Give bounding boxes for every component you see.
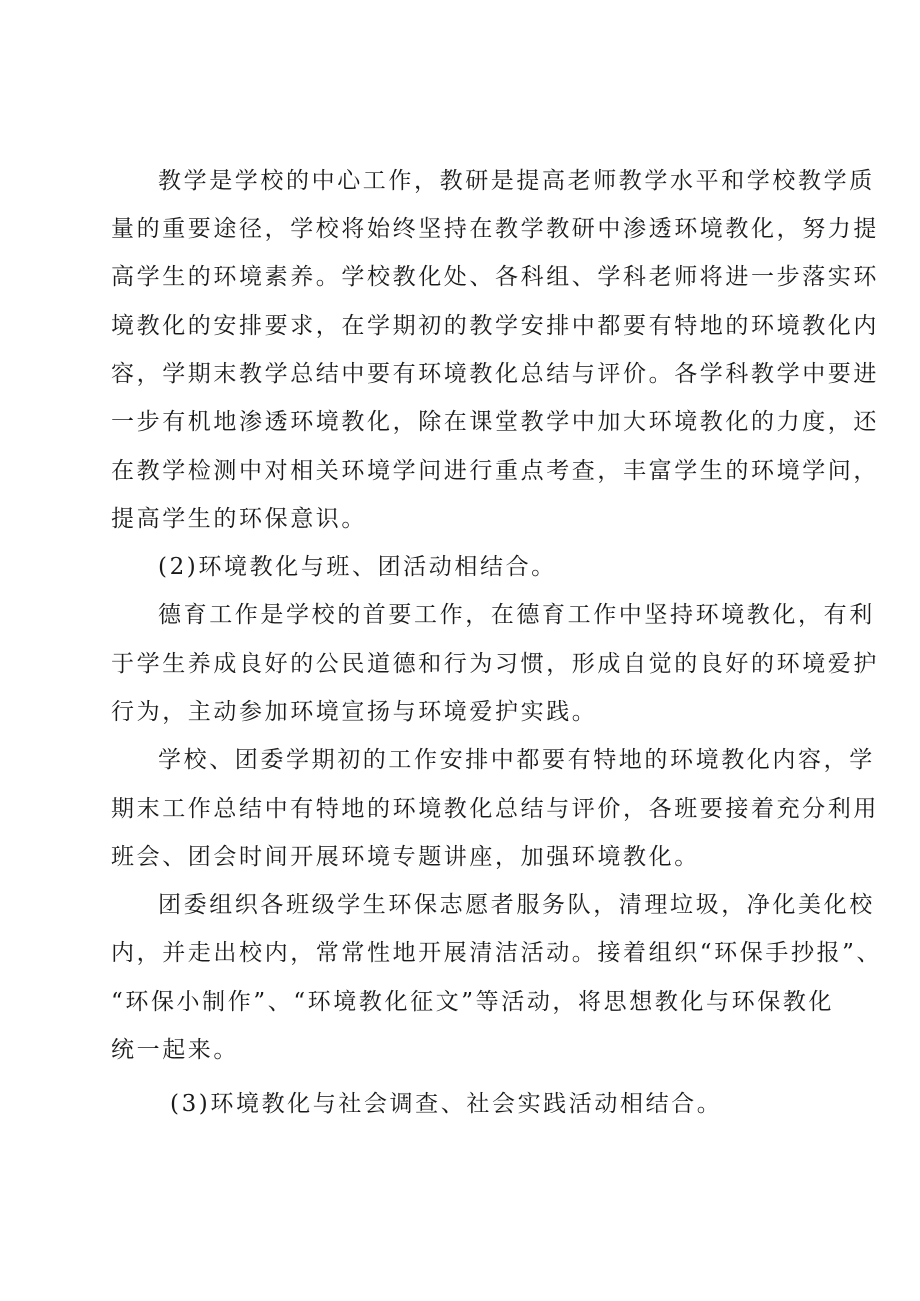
paragraph-line: 高学生的环境素养。学校教化处、各科组、学科老师将进一步落实环 bbox=[111, 264, 879, 290]
paragraph-line: 学校、团委学期初的工作安排中都要有特地的环境教化内容，学 bbox=[158, 747, 875, 773]
paragraph-line: 期末工作总结中有特地的环境教化总结与评价，各班要接着充分利用 bbox=[111, 796, 879, 822]
paragraph-line: 德育工作是学校的首要工作，在德育工作中坚持环境教化，有利 bbox=[158, 602, 875, 628]
section-heading-2: (2)环境教化与班、团活动相结合。 bbox=[158, 554, 557, 580]
paragraph-line: 一步有机地渗透环境教化，除在课堂教学中加大环境教化的力度，还 bbox=[111, 409, 879, 435]
paragraph-line: 在教学检测中对相关环境学问进行重点考查，丰富学生的环境学问， bbox=[111, 458, 879, 484]
paragraph-line: 于学生养成良好的公民道德和行为习惯，形成自觉的良好的环境爱护 bbox=[111, 651, 879, 677]
paragraph-line: 行为，主动参加环境宣扬与环境爱护实践。 bbox=[111, 699, 598, 725]
paragraph-line: 境教化的安排要求，在学期初的教学安排中都要有特地的环境教化内 bbox=[111, 313, 879, 339]
section-heading-3: (3)环境教化与社会调查、社会实践活动相结合。 bbox=[170, 1091, 723, 1117]
paragraph-line: 量的重要途径，学校将始终坚持在教学教研中渗透环境教化，努力提 bbox=[111, 216, 879, 242]
paragraph-line: 团委组织各班级学生环保志愿者服务队，清理垃圾，净化美化校 bbox=[158, 892, 875, 918]
paragraph-line: 内，并走出校内，常常性地开展清洁活动。接着组织“环保手抄报”、 bbox=[111, 940, 883, 966]
paragraph-line: 教学是学校的中心工作，教研是提高老师教学水平和学校教学质 bbox=[158, 168, 875, 194]
paragraph-line: 提高学生的环保意识。 bbox=[111, 506, 367, 532]
paragraph-line: 容，学期末教学总结中要有环境教化总结与评价。各学科教学中要进 bbox=[111, 361, 879, 387]
paragraph-line: “环保小制作”、“环境教化征文”等活动，将思想教化与环保教化 bbox=[111, 989, 835, 1015]
paragraph-line: 统一起来。 bbox=[111, 1037, 239, 1063]
paragraph-line: 班会、团会时间开展环境专题讲座，加强环境教化。 bbox=[111, 844, 700, 870]
